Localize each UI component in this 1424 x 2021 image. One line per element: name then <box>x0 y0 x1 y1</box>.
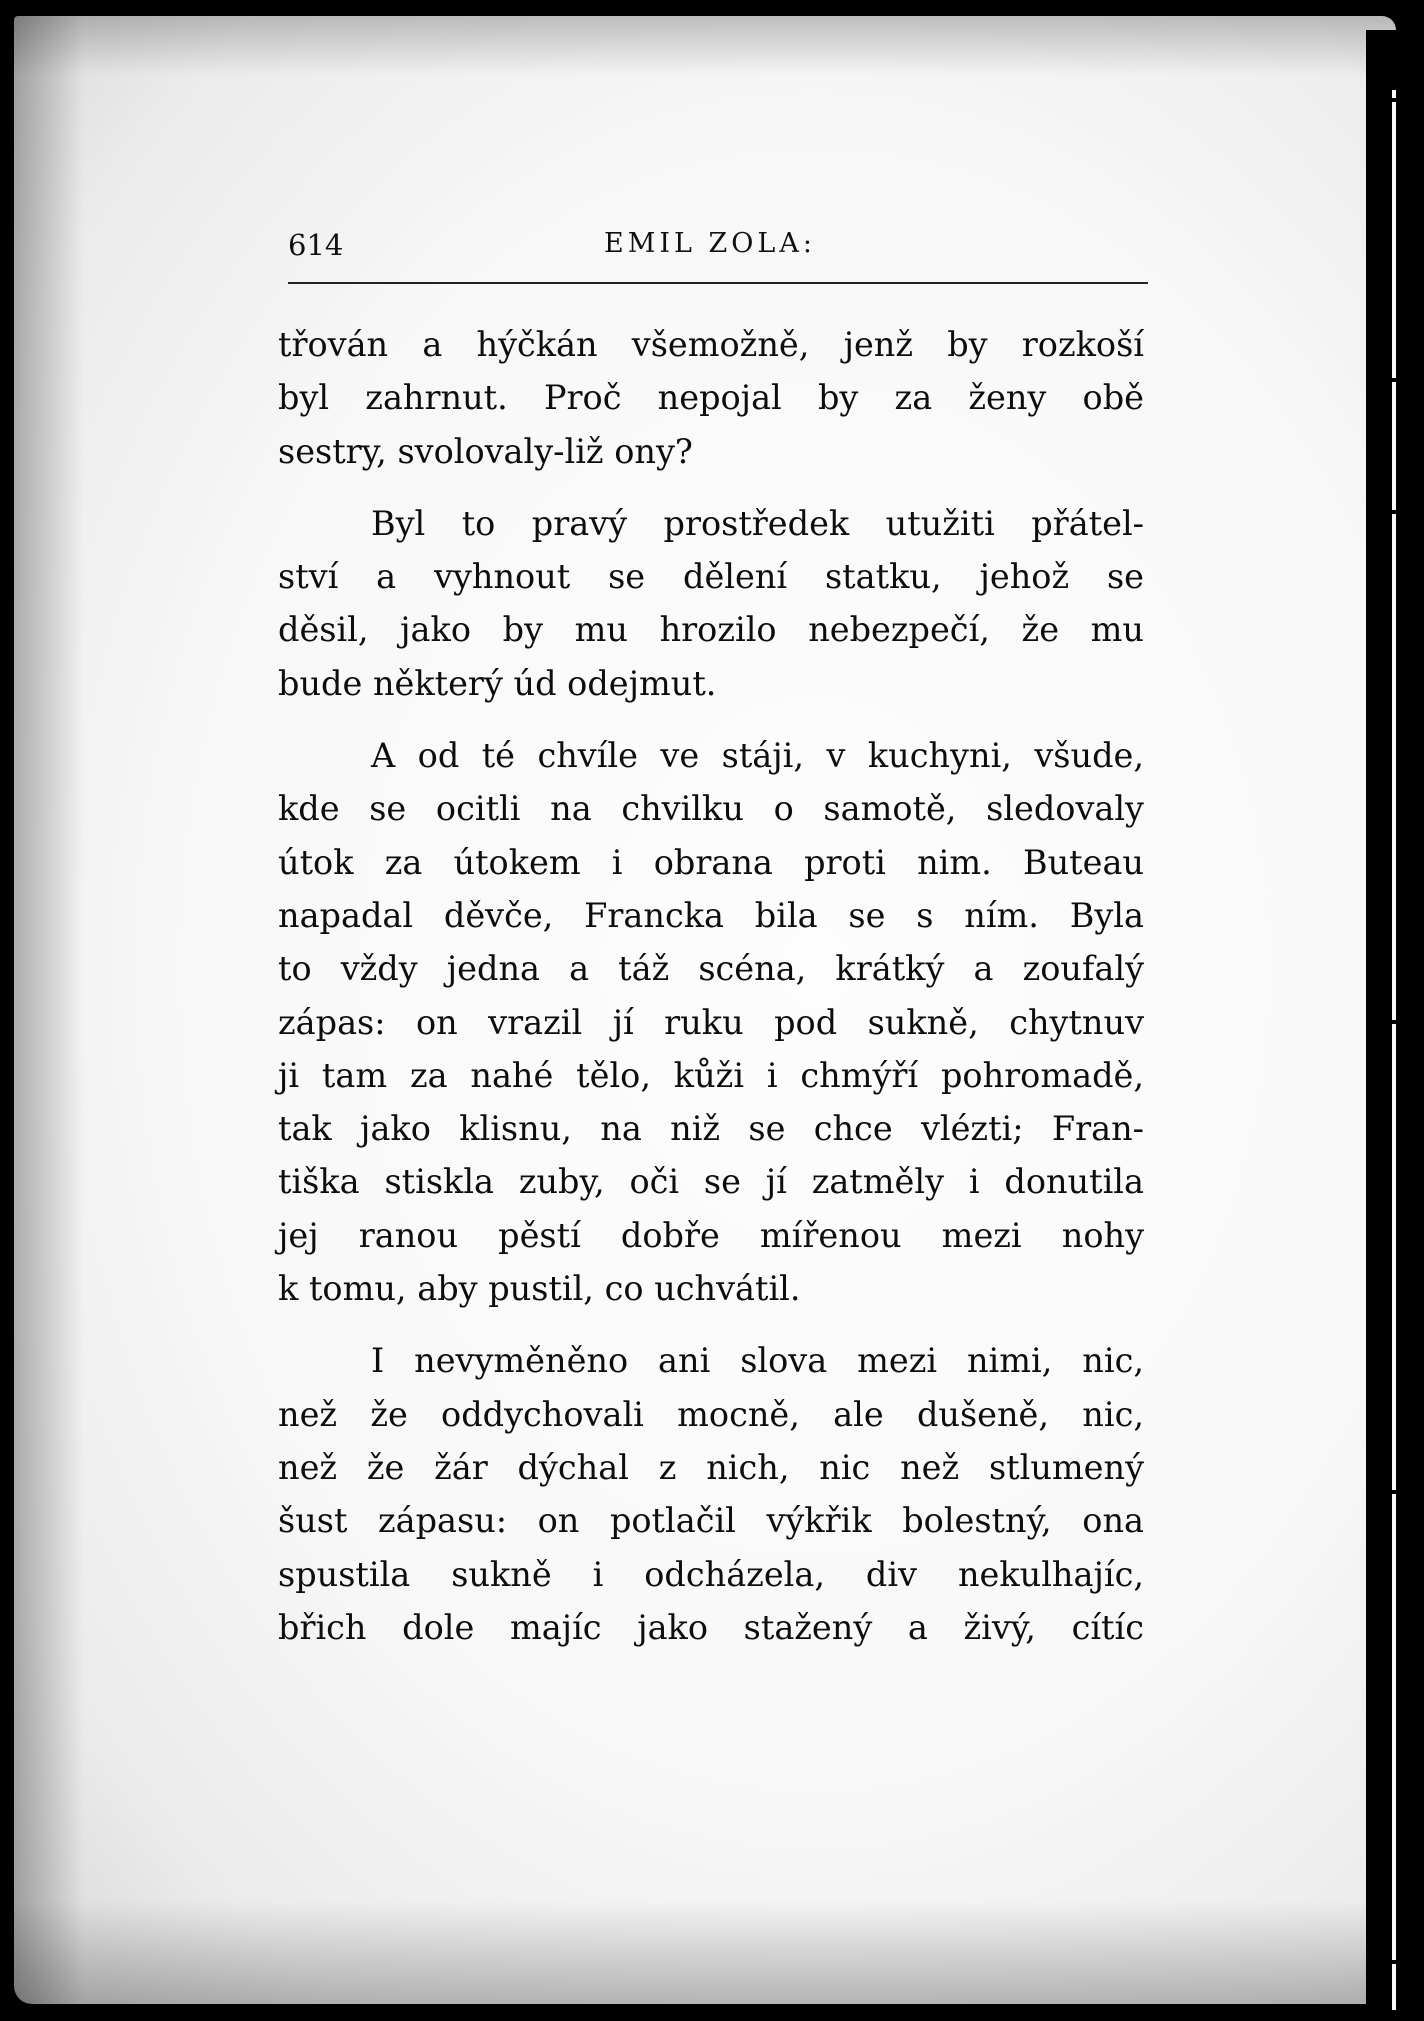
text-line: šust zápasu: on potlačil výkřik bolestný, ona <box>278 1501 1144 1541</box>
text-line: bude některý úd odejmut. <box>278 663 717 703</box>
text-line: útok za útokem i obrana proti nim. Buteau <box>278 842 1144 882</box>
paragraph <box>278 497 1144 710</box>
text-line: to vždy jedna a táž scéna, krátký a zoufalý <box>278 949 1144 989</box>
text-line: jej ranou pěstí dobře mířenou mezi nohy <box>278 1215 1144 1255</box>
edge-notch <box>1384 510 1410 514</box>
paragraph <box>278 729 1144 1315</box>
edge-notch <box>1384 98 1410 102</box>
text-line: než že žár dýchal z nich, nic než stlumený <box>278 1447 1144 1487</box>
paragraph <box>278 1334 1144 1654</box>
text-line: spustila sukně i odcházela, div nekulhajíc, <box>278 1554 1144 1594</box>
text-line: ji tam za nahé tělo, kůži i chmýří pohromadě, <box>278 1055 1144 1095</box>
edge-notch <box>1384 378 1410 382</box>
text-line: I nevyměněno ani slova mezi nimi, nic, <box>371 1341 1144 1381</box>
text-line: než že oddychovali mocně, ale dušeně, nic, <box>278 1394 1144 1434</box>
text-line: A od té chvíle ve stáji, v kuchyni, všude, <box>371 736 1144 776</box>
text-line: tiška stiskla zuby, oči se jí zatměly i donutila <box>278 1162 1144 1202</box>
text-line: napadal děvče, Francka bila se s ním. Byla <box>278 895 1144 935</box>
text-line: k tomu, aby pustil, co uchvátil. <box>278 1269 801 1309</box>
text-line: tak jako klisnu, na niž se chce vlézti; Fran- <box>278 1109 1144 1149</box>
text-line: sestry, svolovaly-liž ony? <box>278 431 693 471</box>
text-line: byl zahrnut. Proč nepojal by za ženy obě <box>278 378 1144 418</box>
text-line: ství a vyhnout se dělení statku, jehož se <box>278 557 1144 597</box>
header-rule <box>288 282 1148 284</box>
text-line: kde se ocitli na chvilku o samotě, sledovaly <box>278 789 1144 829</box>
edge-notch <box>1384 1490 1410 1494</box>
paragraph <box>278 318 1144 478</box>
text-line: třován a hýčkán všemožně, jenž by rozkoší <box>278 325 1144 364</box>
text-line: zápas: on vrazil jí ruku pod sukně, chytnuv <box>278 1002 1144 1042</box>
text-line: Byl to pravý prostředek utužiti přátel- <box>371 503 1144 543</box>
edge-notch <box>1384 1960 1410 1964</box>
text-line: děsil, jako by mu hrozilo nebezpečí, že mu <box>278 610 1144 650</box>
body-text <box>278 318 1144 1654</box>
text-line: břich dole majíc jako stažený a živý, cítíc <box>278 1607 1144 1647</box>
running-head <box>288 228 1150 268</box>
running-title: EMIL ZOLA: <box>604 228 816 259</box>
page-number: 614 <box>288 228 344 262</box>
edge-notch <box>1384 1020 1410 1024</box>
